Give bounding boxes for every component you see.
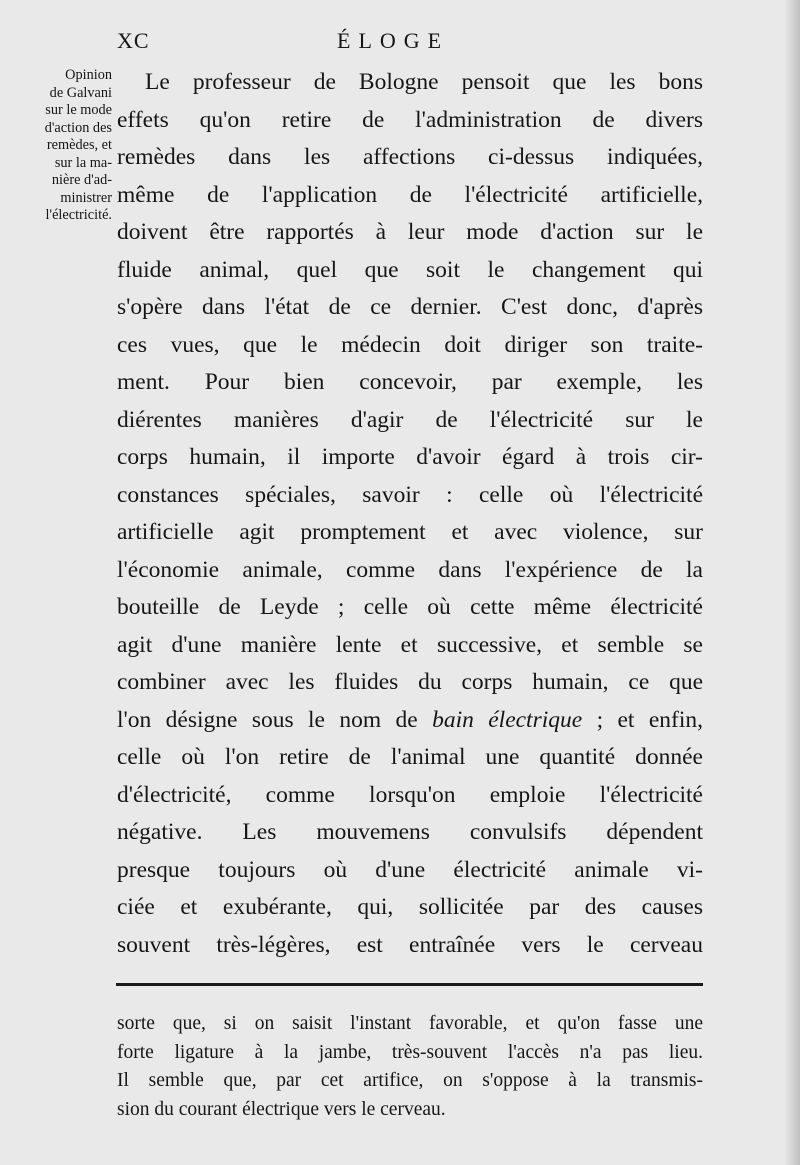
body-line: fluide animal, quel que soit le changement qui [117,256,703,283]
body-line: Le professeur de Bologne pensoit que les bons [145,69,703,95]
body-line: celle où l'on retire de l'animal une quantité donnée [117,744,703,770]
body-line: négative. Les mouvemens convulsifs dépendent [117,819,703,845]
margin-note-line: Opinion [65,67,112,83]
body-line: l'économie animale, comme dans l'expérience de la [117,556,703,583]
footnote-line: Il semble que, par cet artifice, on s'oppose à la transmis- [117,1070,703,1091]
body-line: presque toujours où d'une électricité animale vi- [117,856,703,883]
margin-note-line: remèdes, et [46,137,112,153]
body-line: doivent être rapportés à leur mode d'action sur le [117,219,703,245]
margin-note-line: nière d'ad- [51,172,112,188]
body-line: corps humain, il importe d'avoir égard à trois cir- [117,444,703,470]
body-line-tail: ; et enfin, [582,706,704,733]
body-line: ment. Pour bien concevoir, par exemple, les [117,369,703,395]
footnote-line: sorte que, si on saisit l'instant favorable, et qu'on fasse une [117,1013,703,1034]
body-line: souvent très-légères, est entraînée vers le cerveau [117,931,703,958]
margin-note-line: sur la ma- [54,154,112,171]
body-line: agit d'une manière lente et successive, et semble se [117,631,703,658]
marginal-note [2,67,112,225]
margin-note-line: l'électricité. [45,207,112,223]
body-line: bouteille de Leyde ; celle où cette même électricité [117,594,703,620]
italic-term: bain électrique [432,706,583,733]
margin-note-line: ministrer [60,189,112,206]
running-title: ÉLOGE [337,28,450,53]
body-line: artificielle agit promptement et avec violence, sur [117,519,703,545]
footnote [117,1010,703,1124]
body-line: constances spéciales, savoir : celle où l'électricité [117,481,703,508]
footnote-divider [116,983,703,986]
footnote-line: forte ligature à la jambe, très-souvent l'accès n'a pas lieu. [117,1041,703,1063]
margin-note-line: de Galvani [49,84,112,101]
margin-note-line: sur le mode [45,102,112,118]
body-line: ces vues, que le médecin doit diriger son traite- [117,331,703,358]
body-line: effets qu'on retire de l'administration de divers [117,106,703,133]
footnote-line: sion du courant électrique vers le cerveau. [117,1098,446,1120]
running-head [0,28,800,62]
body-line-with-italic [117,702,703,740]
body-line: d'électricité, comme lorsqu'on emploie l'électricité [117,781,703,808]
body-line: même de l'application de l'électricité artificielle, [117,181,703,208]
body-line: remèdes dans les affections ci-dessus indiquées, [117,144,703,170]
body-line: combiner avec les fluides du corps humain, ce que [117,669,703,695]
body-text [117,64,703,964]
margin-note-line: d'action des [44,119,112,136]
page-number: XC [117,28,150,53]
body-line: diérentes manières d'agir de l'électricité sur le [117,406,703,433]
body-line: ciée et exubérante, qui, sollicitée par des causes [117,894,703,920]
body-line-text: l'on désigne sous le nom de [117,706,418,733]
body-line: s'opère dans l'état de ce dernier. C'est donc, d'après [117,294,703,320]
